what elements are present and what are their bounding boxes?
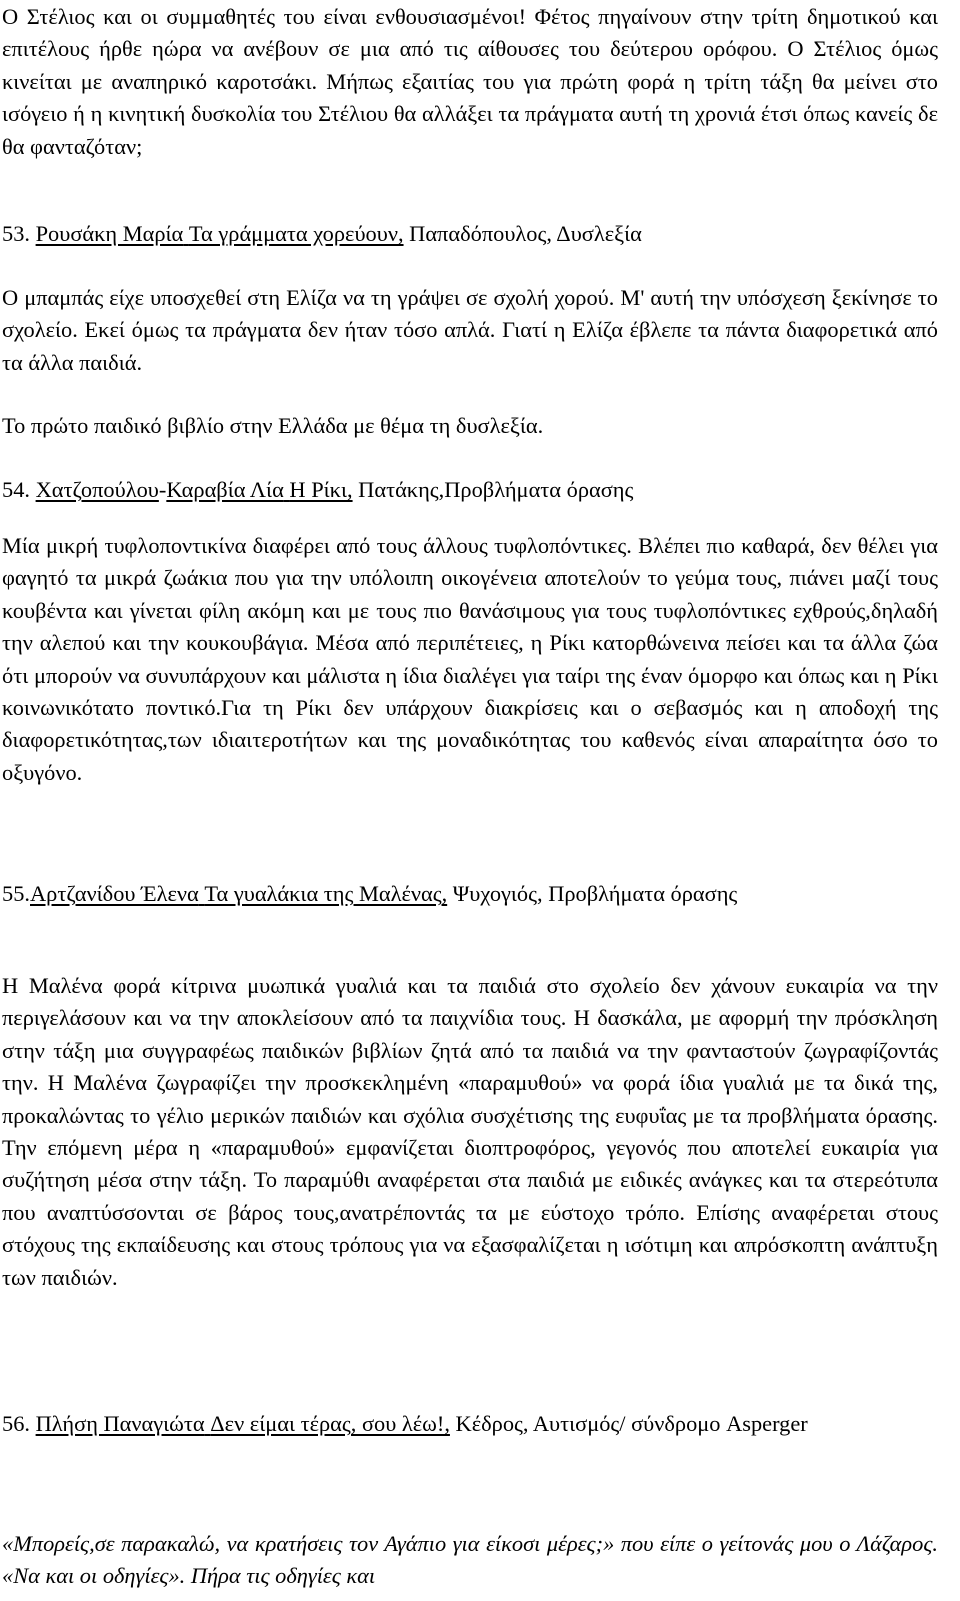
entry-54-summary: Μία μικρή τυφλοποντικίνα διαφέρει από τους άλλους τυφλοπόντικες. Βλέπει πιο καθαρά, δεν θέλει για φαγητό τα μικρά ζωάκια που για την υπόλοιπη οικογένεια αποτελούν το γεύμα τους, πιάνει μαζί τους κουβέντα και γίνεται φίλη ακόμη και με τους πιο θανάσιμους για τους τυφλοπόντικες εχθρούς,δηλαδή την αλεπού και την κουκουβάγια. Μέσα από περιπέτειες, η Ρίκι κατορθώνεινα πείσει και τα άλλα ζώα ότι μπορούν να συνυπάρχουν και μάλιστα η ίδια διαλέγει για ταίρι της έναν όμορφο και όπως και η Ρίκι κοινωνικότατο ποντικό.Για τη Ρίκι δεν υπάρχουν διακρίσεις και ο σεβασμός και η αποδοχή της διαφορετικότητας,των ιδιαιτεροτήτων και της μοναδικότητας του καθενός είναι απαραίτητα όσο το οξυγόνο. — [2, 533, 938, 785]
entry-56-publisher-topic: Κέδρος, Αυτισμός/ σύνδρομο Asperger — [449, 1411, 808, 1436]
entry-55-summary: Η Μαλένα φορά κίτρινα μυωπικά γυαλιά και τα παιδιά στο σχολείο δεν χάνουν ευκαιρία να την περιγελάσουν και να την αποκλείσουν από τα παιχνίδια τους. Η δασκάλα, με αφορμή την πρόσκληση στην τάξη μια συγγραφέως παιδικών βιβλίων ζητά από τα παιδιά να την φανταστούν ζωγραφίζοντάς την. Η Μαλένα ζωγραφίζει την προσκεκλημένη «παραμυθού» να φορά ίδια γυαλιά με τα δικά της, προκαλώντας το γέλιο μερικών παιδιών και σχόλια συσχέτισης της ευφυΐας με τα προβλήματα όρασης. Την επόμενη μέρα η «παραμυθού» εμφανίζεται διοπτροφόρος, γεγονός που αποτελεί ευκαιρία για συζήτηση μέσα στην τάξη. Το παραμύθι αναφέρεται στα παιδιά με ειδικές ανάγκες και τα στερεότυπα που αναπτύσσονται σε βάρος τους,ανατρέποντάς τα με εύστοχο τρόπο. Επίσης αναφέρεται στους στόχους της εκπαίδευσης και στους τρόπους για να εξασφαλίζεται η ισότιμη και απρόσκοπτη ανάπτυξη των παιδιών. — [2, 973, 938, 1290]
entry-56-title: Δεν είμαι τέρας, σου λέω!, — [210, 1411, 450, 1436]
entry-55-publisher-topic: Ψυχογιός, Προβλήματα όρασης — [447, 881, 738, 906]
entry-53-heading — [2, 218, 938, 250]
entry-55-number: 55. — [2, 881, 30, 906]
entry-53-author: Ρουσάκη Μαρία — [35, 221, 184, 246]
intro-paragraph: Ο Στέλιος και οι συμμαθητές του είναι ενθουσιασμένοι! Φέτος πηγαίνουν στην τρίτη δημοτικού και επιτέλους ήρθε ηώρα να ανέβουν σε μια από τις αίθουσες του δεύτερου ορόφου. Ο Στέλιος όμως κινείται με αναπηρικό καροτσάκι. Μήπως εξαιτίας του για πρώτη φορά η τρίτη τάξη θα μείνει στο ισόγειο ή η κινητική δυσκολία του Στέλιου θα αλλάξει τα πράγματα αυτή τη χρονιά έτσι όπως κανείς δε θα φανταζόταν; — [2, 4, 938, 159]
entry-54-publisher-topic: Πατάκης,Προβλήματα όρασης — [352, 477, 634, 502]
entry-54-author-surname: Χατζοπούλου — [35, 477, 159, 502]
entry-54-number: 54. — [2, 477, 36, 502]
entry-54-author-name: Καραβία Λία — [166, 477, 284, 502]
entry-56-heading — [2, 1408, 938, 1440]
entry-56-author: Πλήση Παναγιώτα — [35, 1411, 205, 1436]
entry-53-summary: Ο μπαμπάς είχε υποσχεθεί στη Ελίζα να τη γράψει σε σχολή χορού. Μ' αυτή την υπόσχεση ξεκίνησε το σχολείο. Εκεί όμως τα πράγματα δεν ήταν τόσο απλά. Γιατί η Ελίζα έβλεπε τα πάντα διαφορετικά από τα άλλα παιδιά. — [2, 285, 938, 375]
entry-56-number: 56. — [2, 1411, 36, 1436]
entry-53-publisher-topic: Παπαδόπουλος, Δυσλεξία — [403, 221, 642, 246]
entry-56-quote: «Μπορείς,σε παρακαλώ, να κρατήσεις τον Αγάπιο για είκοσι μέρες;» που είπε ο γείτονάς μου ο Λάζαρος. «Να και οι οδηγίες». Πήρα τις οδηγίες και — [2, 1531, 938, 1589]
entry-55-heading — [2, 878, 938, 910]
entry-55-author: Αρτζανίδου Έλενα — [30, 881, 199, 906]
entry-54-heading: 54. Χατζοπούλου-Καραβία Λία Η Ρίκι, Πατάκης,Προβλήματα όρασης — [2, 477, 634, 502]
entry-55-title: Τα γυαλάκια της Μαλένας, — [204, 881, 448, 906]
entry-53-title: Τα γράμματα χορεύουν, — [188, 221, 404, 246]
entry-53-number: 53. — [2, 221, 36, 246]
entry-54-title: Η Ρίκι, — [289, 477, 353, 502]
entry-53-note: Το πρώτο παιδικό βιβλίο στην Ελλάδα με θέμα τη δυσλεξία. — [2, 413, 544, 438]
